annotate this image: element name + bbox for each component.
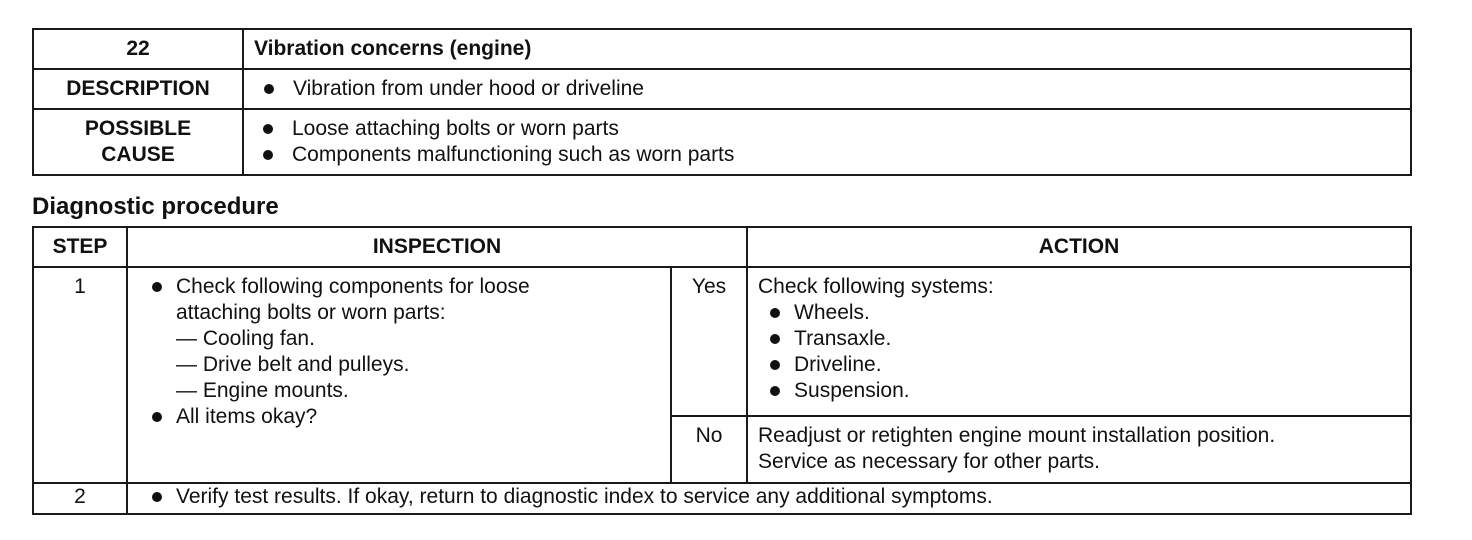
no-label: No	[671, 416, 747, 483]
step2-inspection-item: Verify test results. If okay, return to diagnostic index to service any additional symptoms.	[140, 484, 1400, 510]
possible-cause-label-line2: CAUSE	[101, 143, 175, 166]
yes-label: Yes	[671, 267, 747, 416]
description-label: DESCRIPTION	[33, 69, 243, 109]
yes-action-list	[758, 300, 1400, 404]
step1-inspection	[127, 267, 671, 483]
no-action-line1: Readjust or retighten engine mount installation position.	[758, 424, 1276, 447]
concern-number: 22	[33, 29, 243, 69]
diagnostic-table	[32, 226, 1412, 515]
possible-cause-label	[33, 109, 243, 175]
possible-cause-row	[33, 109, 1411, 175]
yes-action-intro: Check following systems:	[758, 275, 994, 298]
possible-cause-cell	[243, 109, 1411, 175]
step2-inspection-list	[140, 484, 1400, 510]
no-action-line2: Service as necessary for other parts.	[758, 450, 1100, 473]
step2-row	[33, 483, 1411, 514]
step1-yes-row	[33, 267, 1411, 416]
step1-number: 1	[33, 267, 127, 483]
step1-intro-line2: attaching bolts or worn parts:	[176, 301, 446, 324]
concern-table	[32, 28, 1412, 176]
no-action	[747, 416, 1411, 483]
system-item: Driveline.	[758, 352, 1400, 378]
yes-action	[747, 267, 1411, 416]
step1-check-item	[140, 274, 660, 404]
component-list	[176, 326, 660, 404]
step2-inspection	[127, 483, 1411, 514]
description-cell	[243, 69, 1411, 109]
section-title: Diagnostic procedure	[32, 193, 279, 220]
concern-header-row	[33, 29, 1411, 69]
step-header: STEP	[33, 227, 127, 267]
step1-inspection-list	[140, 274, 660, 430]
step1-question: All items okay?	[140, 404, 660, 430]
component-item: — Engine mounts.	[176, 379, 349, 402]
concern-title: Vibration concerns (engine)	[243, 29, 1411, 69]
inspection-header: INSPECTION	[127, 227, 747, 267]
description-item: Vibration from under hood or driveline	[257, 76, 1409, 102]
possible-cause-label-line1: POSSIBLE	[84, 117, 192, 140]
action-header: ACTION	[747, 227, 1411, 267]
possible-cause-item: Loose attaching bolts or worn parts	[256, 116, 1410, 142]
system-item: Suspension.	[758, 378, 1400, 404]
step1-intro-line1: Check following components for loose	[176, 275, 530, 298]
component-item: — Cooling fan.	[176, 327, 315, 350]
possible-cause-list	[244, 116, 1410, 168]
step2-number: 2	[33, 483, 127, 514]
system-item: Wheels.	[758, 300, 1400, 326]
system-item: Transaxle.	[758, 326, 1400, 352]
description-list	[245, 76, 1409, 102]
possible-cause-item: Components malfunctioning such as worn parts	[256, 142, 1410, 168]
diagnostic-header-row	[33, 227, 1411, 267]
description-row	[33, 69, 1411, 109]
component-item: — Drive belt and pulleys.	[176, 353, 410, 376]
